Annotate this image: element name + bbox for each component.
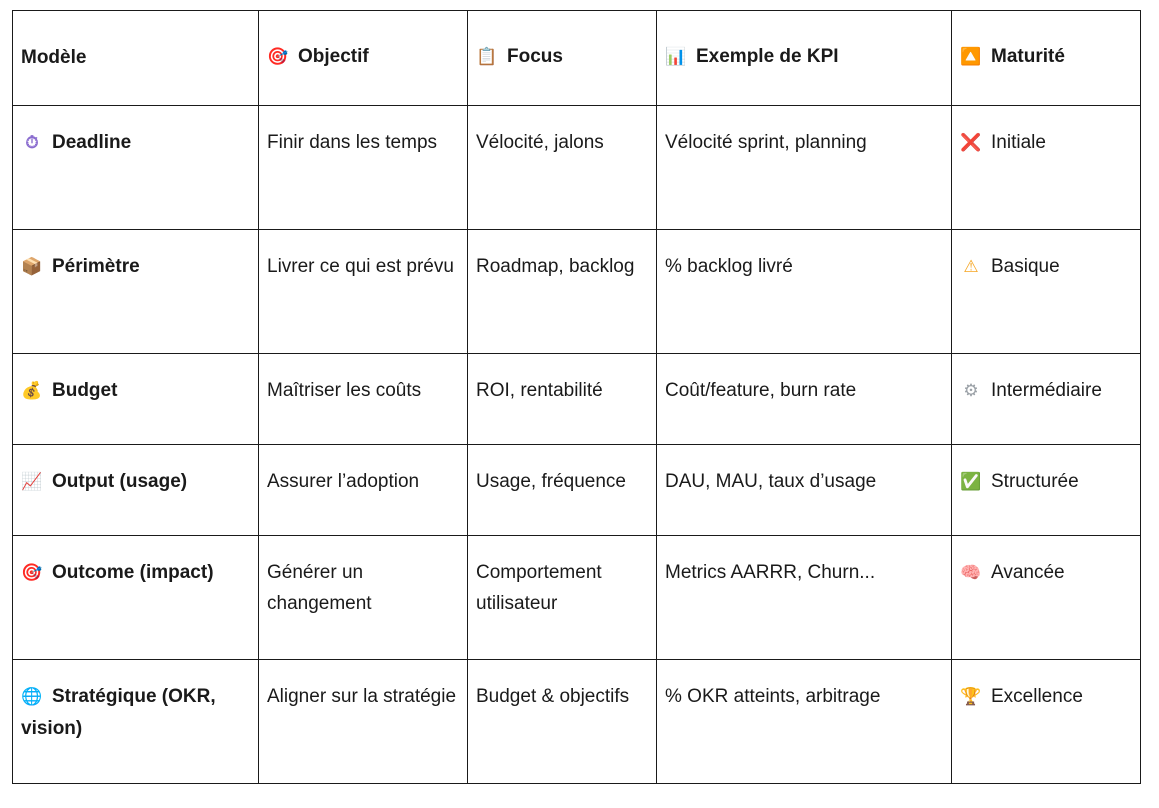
cell-kpi: % backlog livré	[657, 230, 952, 354]
money-bag-icon: 💰	[21, 381, 43, 401]
maturity-label: Structurée	[991, 471, 1079, 492]
brain-icon: 🧠	[960, 563, 982, 583]
package-icon: 📦	[21, 257, 43, 277]
cell-model	[13, 230, 259, 354]
table-header-row	[13, 11, 1141, 106]
maturity-label: Initiale	[991, 132, 1046, 153]
cell-focus: ROI, rentabilité	[468, 354, 657, 445]
table-row	[13, 660, 1141, 784]
header-focus-label: Focus	[507, 46, 563, 67]
header-objective	[259, 11, 468, 106]
check-mark-icon: ✅	[960, 472, 982, 492]
cell-objective: Assurer l’adoption	[259, 445, 468, 536]
globe-icon: 🌐	[21, 687, 43, 707]
header-focus	[468, 11, 657, 106]
cell-kpi: DAU, MAU, taux d’usage	[657, 445, 952, 536]
header-model	[13, 11, 259, 106]
header-maturity	[952, 11, 1141, 106]
target-icon: 🎯	[21, 563, 43, 583]
header-objective-label: Objectif	[298, 46, 369, 67]
bar-chart-icon: 📊	[665, 47, 687, 67]
cell-kpi: Metrics AARRR, Churn...	[657, 536, 952, 660]
cell-objective: Maîtriser les coûts	[259, 354, 468, 445]
cell-maturity	[952, 106, 1141, 230]
cell-objective: Générer un changement	[259, 536, 468, 660]
clipboard-icon: 📋	[476, 47, 498, 67]
cross-mark-icon: ❌	[960, 133, 982, 153]
cell-focus: Budget & objectifs	[468, 660, 657, 784]
cell-objective: Finir dans les temps	[259, 106, 468, 230]
cell-maturity	[952, 660, 1141, 784]
header-maturity-label: Maturité	[991, 46, 1065, 67]
cell-objective: Aligner sur la stratégie	[259, 660, 468, 784]
cell-focus: Roadmap, backlog	[468, 230, 657, 354]
gear-icon: ⚙	[963, 381, 979, 401]
table-row	[13, 106, 1141, 230]
maturity-label: Avancée	[991, 562, 1065, 583]
cell-maturity	[952, 536, 1141, 660]
cell-model	[13, 536, 259, 660]
cell-model	[13, 354, 259, 445]
target-icon: 🎯	[267, 47, 289, 67]
cell-kpi: % OKR atteints, arbitrage	[657, 660, 952, 784]
model-label: Périmètre	[52, 256, 140, 277]
model-label: Outcome (impact)	[52, 562, 214, 583]
table-row	[13, 230, 1141, 354]
table-row	[13, 445, 1141, 536]
up-button-icon: 🔼	[960, 47, 982, 67]
stopwatch-icon: ⏱	[25, 133, 39, 153]
maturity-label: Excellence	[991, 686, 1083, 707]
comparison-table-container	[12, 10, 1140, 784]
comparison-table	[12, 10, 1141, 784]
header-kpi-label: Exemple de KPI	[696, 46, 839, 67]
trend-up-icon: 📈	[21, 472, 43, 492]
trophy-icon: 🏆	[960, 687, 982, 707]
cell-objective: Livrer ce qui est prévu	[259, 230, 468, 354]
header-kpi	[657, 11, 952, 106]
cell-model	[13, 445, 259, 536]
cell-kpi: Vélocité sprint, planning	[657, 106, 952, 230]
table-row	[13, 536, 1141, 660]
maturity-label: Intermédiaire	[991, 380, 1102, 401]
header-model-label: Modèle	[21, 46, 87, 68]
model-label: Stratégique (OKR, vision)	[21, 686, 216, 739]
cell-maturity	[952, 354, 1141, 445]
model-label: Output (usage)	[52, 471, 188, 492]
cell-model	[13, 106, 259, 230]
cell-focus: Comportement utilisateur	[468, 536, 657, 660]
cell-focus: Usage, fréquence	[468, 445, 657, 536]
warning-icon: ⚠	[963, 257, 979, 277]
model-label: Deadline	[52, 132, 132, 153]
cell-kpi: Coût/feature, burn rate	[657, 354, 952, 445]
cell-focus: Vélocité, jalons	[468, 106, 657, 230]
cell-model	[13, 660, 259, 784]
model-label: Budget	[52, 380, 118, 401]
cell-maturity	[952, 445, 1141, 536]
cell-maturity	[952, 230, 1141, 354]
table-row	[13, 354, 1141, 445]
maturity-label: Basique	[991, 256, 1060, 277]
